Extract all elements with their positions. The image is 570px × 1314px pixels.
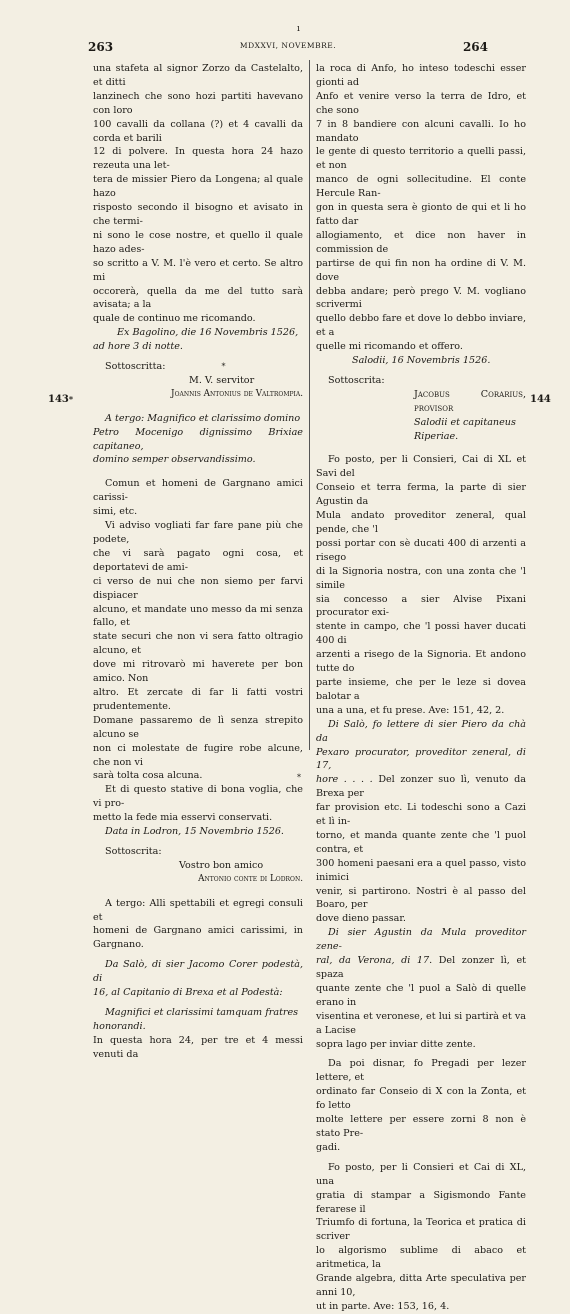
signature-name: Joannis Antonius de Valtrompia.: [171, 388, 303, 399]
signature-role: Vostro bon amico: [179, 859, 264, 871]
left-column: [93, 62, 303, 1062]
signature-block-2: [93, 845, 303, 887]
text-line: una stafeta al signor Zorzo da Castelalto, et ditti: [93, 63, 303, 88]
right-column: [316, 62, 526, 1314]
signature-block-1: Sottoscritta: * M. V. servitor Joannis Antonius de Valtrompia.: [93, 360, 303, 402]
running-title: MDXXVI, NOVEMBRE.: [239, 41, 337, 50]
letter-text-verona: quante zente che 'l puol a Salò di quelle erano in visentina et veronese, et lui si partirà et va a Lacise sopra lago per inviar ditte zente.: [316, 982, 526, 1050]
letter-text-continued: la roca di Anfo, ho inteso todeschi esser gionti ad Anfo et venire verso la terra de Idro, et che sono 7 in 8 bandiere con alcuni cavalli. Io ho mandato le gente di questo territorio a quelli passi, et non manco de ogni sollecitudine. El conte Hercule Ran- gon in questa sera è gionto de qui et li ho fatto dar allogiamento, et dice non haver in commission de partirse de qui fin non ha ordine di V. M. dove debba andare; però prego V. M. vogliano scrivermi quello debbo fare et dove lo debbo inviare, et a quelle mi ricomando et offero.: [316, 63, 526, 353]
dateline-1: Ex Bagolino, die 16 Novembris 1526, ad hore 3 di notte.: [93, 327, 299, 353]
signature-role: M. V. servitor: [189, 374, 255, 386]
letter-text-2: Comun et homeni de Gargnano amici carissi- simi, etc. Vi adviso vogliati far fare pane più che podete, che vi sarà pagato ogni cosa, et deportatevi de ami- ci verso de nui che non siemo per farvi dispiacer alcuno, et mandate uno messo da mi senza fallo, et state securi che non vi sera fatto oltragio alcuno, et dove mi ritrovarò mi haverete per bon amico. Non altro. Et zercate di far li fatti vostri prudentemente. Domane passaremo de lì senza strepito alcuno se non ci molestate de fugire robe alcune, che non vi sarà tolta cosa alcuna. Et di questo stative di bona voglia, che vi pro- metto la fede mia esservi conservati.: [93, 478, 303, 824]
bottom-mark: *: [297, 773, 301, 782]
salutation-3: Magnifici et clarissimi tamquam fratres honorandi.: [93, 1007, 299, 1032]
address-1: A tergo: Magnifico et clarissimo domino Petro Mocenigo dignissimo Brixiae capitaneo, domino semper observandissimo.: [93, 412, 303, 466]
running-header: [88, 40, 488, 56]
signature-block-right: Sottoscrita: Jacobus Corarius, provisor Salodii et capitaneus Riperiae.: [316, 374, 526, 444]
text-line: ni sono le cose nostre, et quello il quale hazo ades-: [93, 229, 303, 255]
letter-text-1: [93, 62, 303, 326]
council-motion-1: Fo posto, per li Consieri, Cai di XL et Savi del Conseio et terra ferma, la parte di sier Agustin da Mula andato proveditor zeneral, qual pende, che 'l possi portar con sè ducati 400 di arzenti a risego di la Signoria nostra, con una zonta che 'l simile sia concesso a sier Alvise Pixani procurator exi- stente in campo, che 'l possi haver ducati 400 di arzenti a risego de la Signoria. Et andono tutte do parte insieme, che per le leze si dovea balotar a una a una, et fu prese. Ave: 151, 42, 2.: [316, 454, 526, 716]
margin-number-left: 143*: [48, 394, 74, 405]
text-line: lanzinech che sono hozi partiti havevano con loro: [93, 90, 303, 116]
letter-text-3: In questa hora 24, per tre et 4 messi venuti da: [93, 1034, 303, 1060]
text-line: 12 di polvere. In questa hora 24 hazo rezeuta una let-: [93, 146, 303, 172]
signature-name: Antonio conte di Lodron.: [198, 873, 303, 884]
text-line: occorerà, quella da me del tutto sarà avisata; a la: [93, 285, 303, 311]
dateline-right: Salodii, 16 Novembris 1526.: [352, 355, 491, 367]
letter-heading-verona: Di sier Agustin da Mula proveditor zene- ral, da Verona, di 17. Del zonzer lì, et spaza: [316, 927, 526, 980]
dateline-2: Data in Lodron, 15 Novembrio 1526.: [105, 826, 284, 838]
text-line: quale de continuo me ricomando.: [93, 313, 256, 325]
page-number-left: 263: [88, 40, 114, 54]
text-line: 100 cavalli da collana (?) et 4 cavalli da corda et barili: [93, 118, 303, 144]
address-2: A tergo: Alli spettabili et egregi consuli et homeni de Gargnano amici carissimi, in Gargnano.: [93, 897, 303, 951]
page-number-right: 264: [462, 40, 488, 54]
letter-text-salo: far provision etc. Li todeschi sono a Cazi et lì in- torno, et manda quante zente che 'l puol contra, et 300 homeni paesani era a quel passo, visto inimici venir, si partirono. Nostri è al passo del Boaro, per dove dieno passar.: [316, 802, 526, 925]
top-mark: ı: [297, 24, 300, 34]
text-line: tera de missier Piero da Longena; al quale hazo: [93, 174, 303, 200]
text-line: risposto secondo il bisogno et avisato in che termi-: [93, 202, 303, 227]
letter-heading-salo: Di Salò, fo lettere di sier Piero da chà da Pexaro procurator, proveditor zeneral, di 17, hore . . . . Del zonzer suo lì, venuto da Brexa per: [316, 718, 526, 800]
column-divider: [309, 60, 310, 750]
margin-number-right: 144: [530, 394, 551, 405]
signature-label: Sottoscrita:: [105, 845, 162, 857]
letter-heading-3: Da Salò, di sier Jacomo Corer podestà, di 16, al Capitanio di Brexa et al Podestà:: [93, 959, 303, 999]
council-motion-2: Fo posto, per li Consieri et Cai di XL, una gratia di stampar a Sigismondo Fante ferarese il Triumfo di fortuna, la Teorica et pratica di scriver lo algorismo sublime di abaco et aritmetica, la Grande algebra, ditta Arte speculativa per anni 10, ut in parte. Ave: 153, 16, 4.: [316, 1161, 526, 1312]
signature-label: Sottoscrita:: [328, 374, 385, 386]
signature-label: Sottoscritta:: [105, 361, 166, 373]
text-line: so scritto a V. M. l'è vero et certo. Se altro mi: [93, 257, 303, 283]
pregadi-paragraph: Da poi disnar, fo Pregadi per lezer lettere, et ordinato far Conseio di X con la Zonta, et fo letto molte lettere per essere zorni 8 non è stato Pre- gadi.: [316, 1058, 526, 1153]
